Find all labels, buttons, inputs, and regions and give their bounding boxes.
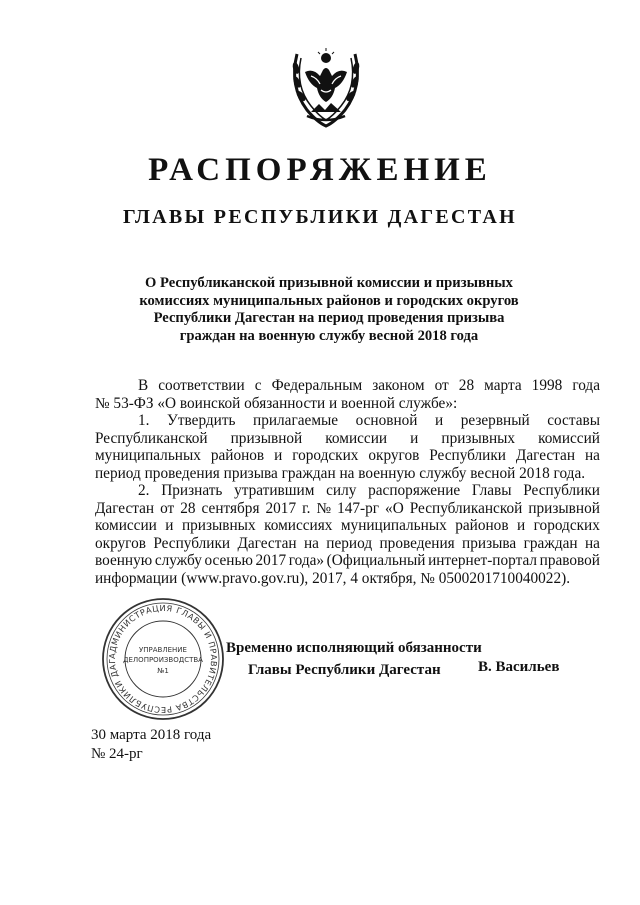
- word: период: [326, 534, 373, 552]
- coat-of-arms-emblem: [287, 46, 365, 128]
- signer-position-line1: Временно исполняющий обязанности: [226, 640, 482, 656]
- word: 2017: [255, 552, 287, 569]
- justified-line: [95, 377, 600, 395]
- word: сентября: [201, 499, 260, 517]
- heading-line: комиссиях муниципальных районов и городских округов: [139, 292, 519, 309]
- word: В: [138, 377, 149, 394]
- word: и: [165, 517, 174, 534]
- justified-line: [95, 517, 600, 535]
- word: районов: [210, 447, 265, 464]
- official-stamp: [100, 596, 226, 722]
- word: правовой: [539, 552, 600, 569]
- justified-line: [95, 430, 600, 448]
- word: с: [254, 377, 262, 394]
- document-number: № 24-рг: [91, 746, 143, 762]
- word: комиссии: [95, 517, 157, 534]
- word: осенью: [204, 552, 253, 569]
- stamp-ring-text: АДМИНИСТРАЦИЯ ГЛАВЫ И ПРАВИТЕЛЬСТВА РЕСПУБЛИКИ ДАГ: [106, 602, 220, 716]
- stamp-center-line3: №1: [157, 667, 169, 675]
- word: и: [274, 447, 283, 464]
- document-date: 30 марта 2018 года: [91, 727, 212, 743]
- word: Утвердить: [167, 412, 236, 429]
- justified-line: [95, 482, 600, 500]
- word: районов: [455, 517, 509, 534]
- stamp-center-line2: ДЕЛОПРОИЗВОДСТВА: [123, 656, 203, 664]
- justified-line: [95, 535, 600, 553]
- word: Республиканской: [95, 429, 208, 447]
- word: составы: [547, 412, 600, 429]
- justified-line: [95, 552, 600, 570]
- word: интернет-портал: [428, 552, 538, 569]
- word: муниципальных: [95, 447, 201, 464]
- word: от: [160, 499, 175, 517]
- item-1-paragraph: [95, 412, 600, 482]
- word: 1.: [138, 412, 150, 429]
- heading-line: О Республиканской призывной комиссии и призывных: [145, 275, 513, 291]
- word: 147-рг: [337, 499, 380, 517]
- word: Федеральным: [271, 377, 363, 394]
- word: призывной: [528, 499, 600, 517]
- stamp-center-line1: УПРАВЛЕНИЕ: [139, 646, 187, 654]
- word: и: [410, 429, 419, 447]
- word: от: [434, 377, 449, 394]
- word: округов: [95, 534, 146, 552]
- word: Главы: [471, 482, 512, 499]
- text-line: информации (www.pravo.gov.ru), 2017, 4 октября, № 0500201710040022).: [95, 569, 571, 587]
- word: основной: [355, 412, 418, 429]
- document-heading: [120, 275, 538, 345]
- word: №: [316, 499, 332, 517]
- word: городских: [533, 517, 600, 534]
- signer-position: [226, 637, 482, 681]
- word: (Официальный: [326, 552, 426, 569]
- justified-line: [95, 500, 600, 518]
- word: Республики: [523, 482, 600, 499]
- word: Республиканской: [409, 499, 523, 517]
- word: утратившим: [234, 482, 315, 499]
- word: на: [584, 447, 600, 464]
- document-body: [95, 377, 600, 587]
- text-line: № 53-ФЗ «О воинской обязанности и военной службе»:: [95, 394, 458, 412]
- word: и: [435, 412, 444, 429]
- word: службу: [154, 552, 202, 569]
- word: на: [585, 534, 600, 552]
- word: на: [303, 534, 319, 552]
- word: призыва: [462, 534, 517, 552]
- heading-line: граждан на военную службу весной 2018 года: [179, 327, 479, 344]
- word: года: [572, 377, 600, 394]
- word: проведения: [379, 534, 455, 552]
- text-line: период проведения призыва граждан на военную службу весной 2018 года.: [95, 464, 586, 482]
- word: законом: [372, 377, 425, 394]
- word: комиссиях: [264, 517, 333, 534]
- word: комиссий: [538, 429, 600, 447]
- word: силу: [326, 482, 357, 499]
- heading-line: Республики Дагестан на период проведения призыва: [153, 310, 505, 326]
- item-2-paragraph: [95, 482, 600, 587]
- word: граждан: [523, 534, 578, 552]
- document-subtitle: ГЛАВЫ РЕСПУБЛИКИ ДАГЕСТАН: [122, 206, 518, 228]
- word: призывных: [441, 429, 516, 447]
- word: г.: [302, 499, 311, 517]
- word: распоряжение: [368, 482, 461, 499]
- word: 2017: [265, 499, 297, 517]
- word: прилагаемые: [253, 412, 339, 429]
- word: Признать: [161, 482, 223, 499]
- word: призывной: [230, 429, 303, 447]
- word: Республики: [153, 534, 231, 552]
- word: муниципальных: [340, 517, 447, 534]
- word: комиссии: [325, 429, 388, 447]
- document-title: РАСПОРЯЖЕНИЕ: [148, 152, 492, 188]
- signer-position-line2: Главы Республики Дагестан: [248, 662, 441, 678]
- word: резервный: [460, 412, 530, 429]
- word: городских: [292, 447, 359, 464]
- justified-line: [95, 412, 600, 430]
- word: Дагестан: [515, 447, 576, 464]
- document-date-block: [91, 726, 211, 764]
- word: соответствии: [158, 377, 245, 394]
- word: года»: [288, 552, 325, 569]
- word: Дагестан: [237, 534, 297, 552]
- word: призывных: [181, 517, 256, 534]
- word: округов: [368, 447, 420, 464]
- word: 2.: [138, 482, 150, 499]
- word: марта: [484, 377, 522, 394]
- word: 28: [458, 377, 475, 394]
- word: «О: [385, 499, 404, 517]
- word: Республики: [429, 447, 506, 464]
- word: Дагестан: [95, 499, 155, 517]
- word: военную: [95, 552, 153, 569]
- word: 28: [180, 499, 196, 517]
- signer-name: В. Васильев: [478, 659, 560, 675]
- intro-paragraph: [95, 377, 600, 412]
- word: 1998: [531, 377, 563, 394]
- word: и: [517, 517, 526, 534]
- justified-line: [95, 447, 600, 465]
